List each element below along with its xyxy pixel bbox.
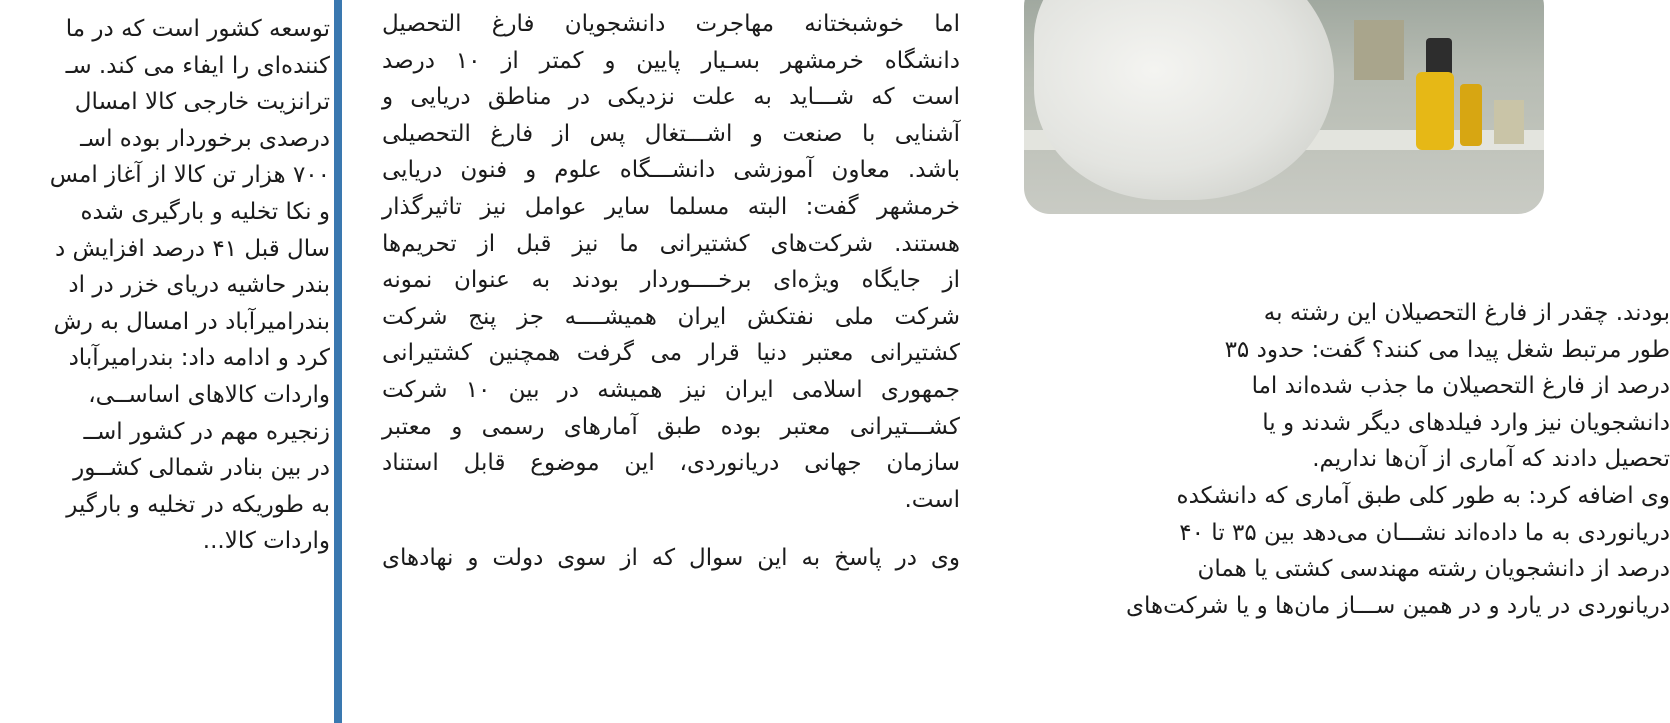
text-line: در بین بنادر شمالی کشــور: [73, 455, 330, 482]
text-line: دانشجویان نیز وارد فیلدهای دیگر شدند و یا: [1262, 409, 1670, 436]
text-line: درصدی برخوردار بوده اسـ: [80, 125, 330, 152]
text-line: دریانوردی در یارد و در همین ســـاز مان‌ها و یا شرکت‌های: [1125, 592, 1670, 619]
text-line: از جایگاه ویژه‌ای برخــــوردار بودند به عنوان نمونه: [382, 267, 960, 294]
text-line: سال قبل ۴۱ درصد افزایش د: [54, 235, 330, 262]
column-divider: [334, 0, 342, 723]
text-line: کرد و ادامه داد: بندرامیرآباد: [68, 345, 330, 372]
text-line: بندر حاشیه دریای خزر در اد: [68, 272, 330, 299]
text-line: زنجیره مهم در کشور اســ: [83, 418, 330, 445]
text-line: دریانوردی به ما داده‌اند نشـــان می‌دهد بین ۳۵ تا ۴۰: [1179, 519, 1670, 546]
text-line: جمهوری اسلامی ایران نیز همیشه در بین ۱۰ شرکت: [382, 376, 960, 403]
text-line: است.: [904, 486, 960, 513]
text-line: سازمان جهانی دریانوردی، این موضوع قابل استناد: [382, 450, 960, 477]
text-line: درصد از فارغ التحصیلان ما جذب شده‌اند اما: [1251, 373, 1670, 400]
text-line: واردات کالاهای اساســی،: [88, 381, 330, 408]
text-line: خرمشهر گفت: البته مسلما سایر عوامل نیز تاثیرگذار: [382, 193, 960, 220]
text-line: آشنایی با صنعت و اشـــتغال پس از فارغ التحصیلی: [382, 120, 960, 147]
text-line: بندرامیرآباد در امسال به رش: [53, 308, 330, 335]
text-line: وی در پاسخ به این سوال که از سوی دولت و نهادهای: [382, 545, 960, 572]
text-line: شرکت ملی نفتکش ایران همیشــــه جز پنج شرکت: [382, 303, 960, 330]
text-line: درصد از دانشجویان رشته مهندسی کشتی یا همان: [1197, 556, 1670, 583]
text-line: کشـــتیرانی معتبر بوده طبق آمارهای رسمی و معتبر: [382, 413, 960, 440]
text-line: باشد. معاون آموزشی دانشـــگاه علوم و فنون دریایی: [382, 157, 960, 184]
text-line: کننده‌ای را ایفاء می کند. سـ: [65, 52, 330, 79]
text-line: هستند. شرکت‌های کشتیرانی ما نیز قبل از تحریم‌ها: [382, 230, 960, 257]
text-line: دانشگاه خرمشهر بسـیار پایین و کمتر از ۱۰ درصد: [382, 47, 961, 74]
text-line: بودند. چقدر از فارغ التحصیلان این رشته به: [1263, 300, 1670, 326]
text-line: طور مرتبط شغل پیدا می کنند؟ گفت: حدود ۳۵: [1224, 336, 1670, 363]
text-line: وی اضافه کرد: به طور کلی طبق آماری که دانشکده: [1176, 482, 1670, 509]
text-line: توسعه کشور است که در ما: [65, 16, 330, 42]
text-line: ترانزیت خارجی کالا امسال: [74, 89, 330, 116]
text-line: اما خوشبختانه مهاجرت دانشجویان فارغ التحصیل: [382, 11, 960, 37]
text-line: و نکا تخلیه و بارگیری شده: [80, 198, 330, 225]
text-line: واردات کالا...: [202, 528, 330, 555]
text-line: ۷۰۰ هزار تن کالا از آغاز امس: [49, 162, 330, 189]
left-article-column: [0, 0, 334, 723]
text-line: تحصیل دادند که آماری از آن‌ها نداریم.: [1312, 446, 1670, 473]
text-line: به طوریکه در تخلیه و بارگیر: [66, 491, 330, 518]
text-line: کشتیرانی معتبر دنیا قرار می گرفت همچنین کشتیرانی: [382, 340, 960, 367]
middle-article-column: [382, 0, 960, 577]
right-article-column: [1024, 0, 1670, 723]
text-line: است که شـــاید به علت نزدیکی در مناطق دریایی و: [382, 84, 960, 111]
